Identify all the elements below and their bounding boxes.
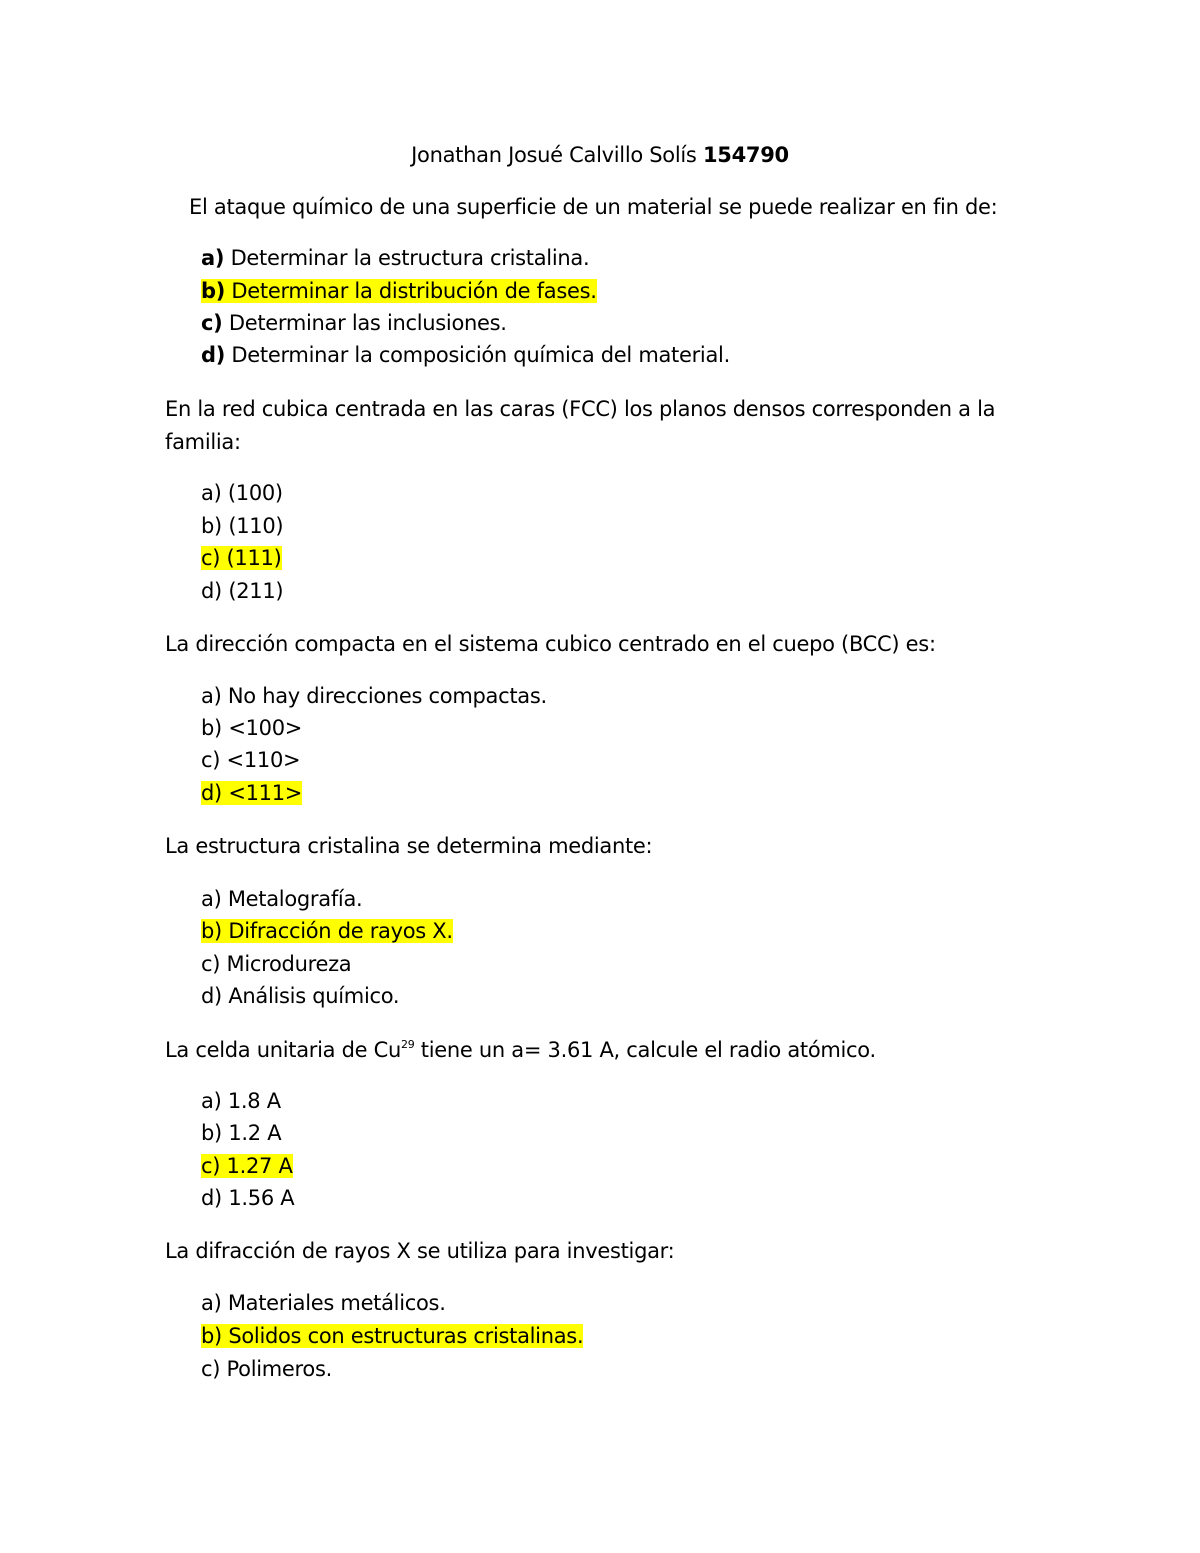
q4-option-a — [201, 884, 362, 914]
question-5-part-2: tiene un a= 3.61 A, calcule el radio atómico. — [414, 1038, 876, 1062]
option-text: (111) — [226, 546, 282, 570]
option-text: 1.8 A — [227, 1089, 281, 1113]
q2-option-a — [201, 478, 283, 508]
option-letter: b) — [201, 1324, 222, 1348]
option-letter: b) — [201, 1121, 222, 1145]
option-letter: c) — [201, 748, 221, 772]
q1-option-c — [201, 308, 507, 338]
q6-option-a — [201, 1288, 446, 1318]
option-text: Materiales metálicos. — [227, 1291, 446, 1315]
option-letter: d) — [201, 781, 222, 805]
option-letter: b) — [201, 279, 226, 303]
option-text: Determinar la estructura cristalina. — [230, 246, 590, 270]
q3-option-b — [201, 713, 302, 743]
option-letter: d) — [201, 579, 222, 603]
option-text: Determinar la composición química del material. — [231, 343, 730, 367]
option-text: (110) — [228, 514, 284, 538]
superscript-29: 29 — [401, 1038, 415, 1051]
option-letter: c) — [201, 952, 221, 976]
option-letter: a) — [201, 887, 222, 911]
document-header — [0, 140, 1200, 170]
option-letter: d) — [201, 984, 222, 1008]
q1-option-a — [201, 243, 589, 273]
option-text: Microdureza — [226, 952, 352, 976]
q4-option-d — [201, 981, 399, 1011]
q1-option-b — [201, 276, 597, 306]
question-6: La difracción de rayos X se utiliza para investigar: — [165, 1239, 675, 1263]
option-letter: c) — [201, 311, 223, 335]
option-text: Determinar la distribución de fases. — [231, 279, 597, 303]
q5-option-d — [201, 1183, 294, 1213]
option-text: <111> — [228, 781, 303, 805]
option-letter: d) — [201, 343, 226, 367]
option-letter: c) — [201, 1154, 221, 1178]
q4-option-b — [201, 916, 453, 946]
q2-option-b — [201, 511, 283, 541]
option-letter: c) — [201, 546, 221, 570]
option-letter: b) — [201, 919, 222, 943]
option-letter: a) — [201, 684, 222, 708]
q6-option-c — [201, 1354, 332, 1384]
q2-option-d — [201, 576, 283, 606]
question-2-line-2: familia: — [165, 430, 241, 454]
q6-option-b — [201, 1321, 583, 1351]
option-text: (100) — [227, 481, 283, 505]
q4-option-c — [201, 949, 351, 979]
q1-option-d — [201, 340, 730, 370]
option-letter: a) — [201, 481, 222, 505]
option-text: Determinar las inclusiones. — [228, 311, 507, 335]
option-letter: a) — [201, 246, 225, 270]
q5-option-b — [201, 1118, 281, 1148]
q3-option-c — [201, 745, 300, 775]
question-1: El ataque químico de una superficie de un material se puede realizar en fin de: — [189, 195, 998, 219]
option-text: 1.27 A — [226, 1154, 293, 1178]
q2-option-c — [201, 543, 282, 573]
q3-option-d — [201, 778, 302, 808]
option-text: Difracción de rayos X. — [228, 919, 453, 943]
question-3: La dirección compacta en el sistema cubico centrado en el cuepo (BCC) es: — [165, 632, 936, 656]
option-letter: d) — [201, 1186, 222, 1210]
option-text: (211) — [228, 579, 284, 603]
option-letter: c) — [201, 1357, 221, 1381]
option-text: Metalografía. — [227, 887, 363, 911]
option-letter: b) — [201, 514, 222, 538]
option-text: <100> — [228, 716, 303, 740]
question-2-line-1: En la red cubica centrada en las caras (FCC) los planos densos corresponden a la — [165, 397, 996, 421]
q3-option-a — [201, 681, 547, 711]
option-text: 1.56 A — [228, 1186, 295, 1210]
option-letter: a) — [201, 1291, 222, 1315]
option-letter: a) — [201, 1089, 222, 1113]
student-id: 154790 — [702, 143, 789, 167]
option-text: No hay direcciones compactas. — [227, 684, 547, 708]
q5-option-a — [201, 1086, 281, 1116]
author-name: Jonathan Josué Calvillo Solís — [411, 143, 697, 167]
option-text: Análisis químico. — [228, 984, 400, 1008]
option-text: Polimeros. — [226, 1357, 332, 1381]
option-text: 1.2 A — [228, 1121, 282, 1145]
question-4: La estructura cristalina se determina mediante: — [165, 834, 653, 858]
question-5-part-1: La celda unitaria de Cu — [165, 1038, 401, 1062]
question-5 — [165, 1035, 876, 1065]
option-text: <110> — [226, 748, 301, 772]
option-text: Solidos con estructuras cristalinas. — [228, 1324, 584, 1348]
q5-option-c — [201, 1151, 293, 1181]
option-letter: b) — [201, 716, 222, 740]
